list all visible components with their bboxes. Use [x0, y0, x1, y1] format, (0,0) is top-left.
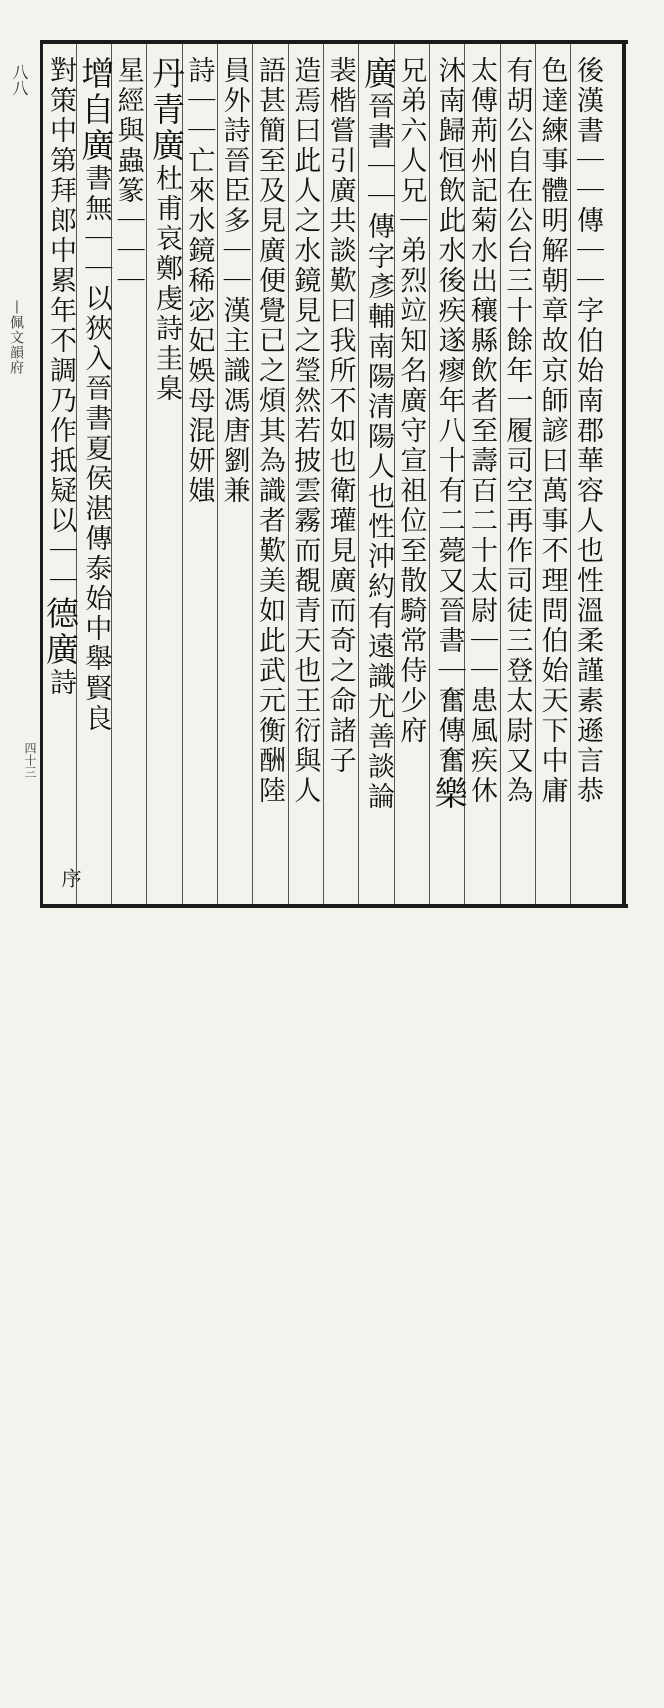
column-text: 詩｜｜亡來水鏡稀宓妃娛母混妍媸: [183, 56, 215, 506]
column-divider: [429, 44, 430, 904]
column-text: 杜甫哀鄭虔詩圭臬: [151, 164, 182, 404]
column-text: 沐南歸恒飲此水後疾遂瘳年八十有二薨又晉書｜奮傳奮: [433, 56, 465, 776]
column-divider: [217, 44, 218, 904]
right-border: [622, 40, 626, 908]
text-column: [536, 56, 568, 896]
text-column: [395, 56, 427, 896]
column-text: 書無｜｜以狹入晉書夏侯湛傳泰始中舉賢良: [80, 164, 112, 734]
column-text: 員外詩晉臣多｜｜漢主識馮唐劉兼: [218, 56, 250, 506]
text-column: [429, 56, 469, 896]
margin-title: 丨佩文韻府: [8, 300, 24, 375]
column-divider: [358, 44, 359, 904]
column-text: 有胡公自在公台三十餘年一履司空再作司徒三登太尉又為: [501, 56, 533, 806]
text-column: [76, 56, 116, 896]
column-divider: [500, 44, 501, 904]
text-column: [501, 56, 533, 896]
column-divider: [288, 44, 289, 904]
column-text: 造焉曰此人之水鏡見之瑩然若披雲霧而覩青天也王衍與人: [289, 56, 321, 806]
column-text: 對策中第拜郎中累年不調乃作抵疑以｜｜: [45, 56, 76, 596]
text-column: [324, 56, 356, 896]
text-column: [112, 56, 144, 896]
column-text: 太傅荊州記菊水出穰縣飲者至壽百二十太尉｜｜患風疾休: [466, 56, 497, 806]
column-text: 裴楷嘗引廣共談歎曰我所不如也衛瓘見廣而奇之命諸子: [324, 56, 356, 776]
column-text: 晉書｜｜傳字彥輔南陽清陽人也性沖約有遠識尤善談論: [363, 92, 394, 812]
corner-note: 序: [58, 868, 82, 891]
text-column: [147, 56, 186, 896]
headword: 廣: [359, 56, 398, 92]
column-divider: [252, 44, 253, 904]
column-text: 兄弟六人兄｜弟烈竝知名廣守宣祖位至散騎常侍少府: [395, 56, 427, 746]
column-text: 後漢書｜｜傳｜｜字伯始南郡華容人也性溫柔謹素遜言恭: [572, 56, 603, 806]
text-column: [359, 56, 398, 896]
column-text: 星經與蟲篆｜｜｜: [112, 56, 144, 296]
text-column: [289, 56, 321, 896]
text-column: [218, 56, 250, 896]
column-divider: [146, 44, 147, 904]
top-rule: [40, 40, 628, 44]
text-column: [468, 56, 495, 896]
headword: 德廣: [41, 596, 80, 668]
headword: 增自廣: [76, 56, 116, 164]
column-text: 語甚簡至及見廣便覺已之煩其為識者歎美如此武元衡酬陸: [254, 56, 285, 806]
page-number: 四十三: [23, 742, 37, 778]
column-text: 色達練事體明解朝章故京師諺曰萬事不理問伯始天下中庸: [536, 56, 568, 806]
headword: 樂: [429, 776, 469, 812]
column-divider: [535, 44, 536, 904]
column-divider: [570, 44, 571, 904]
text-column: [574, 56, 601, 896]
text-column: [183, 56, 215, 896]
text-column: [256, 56, 283, 896]
margin-ticks: 八八: [10, 64, 29, 96]
text-column: [41, 56, 80, 896]
column-text: 詩: [45, 668, 76, 698]
left-border: [40, 40, 43, 908]
column-divider: [323, 44, 324, 904]
headword: 丹青廣: [147, 56, 186, 164]
bottom-rule: [40, 904, 628, 908]
